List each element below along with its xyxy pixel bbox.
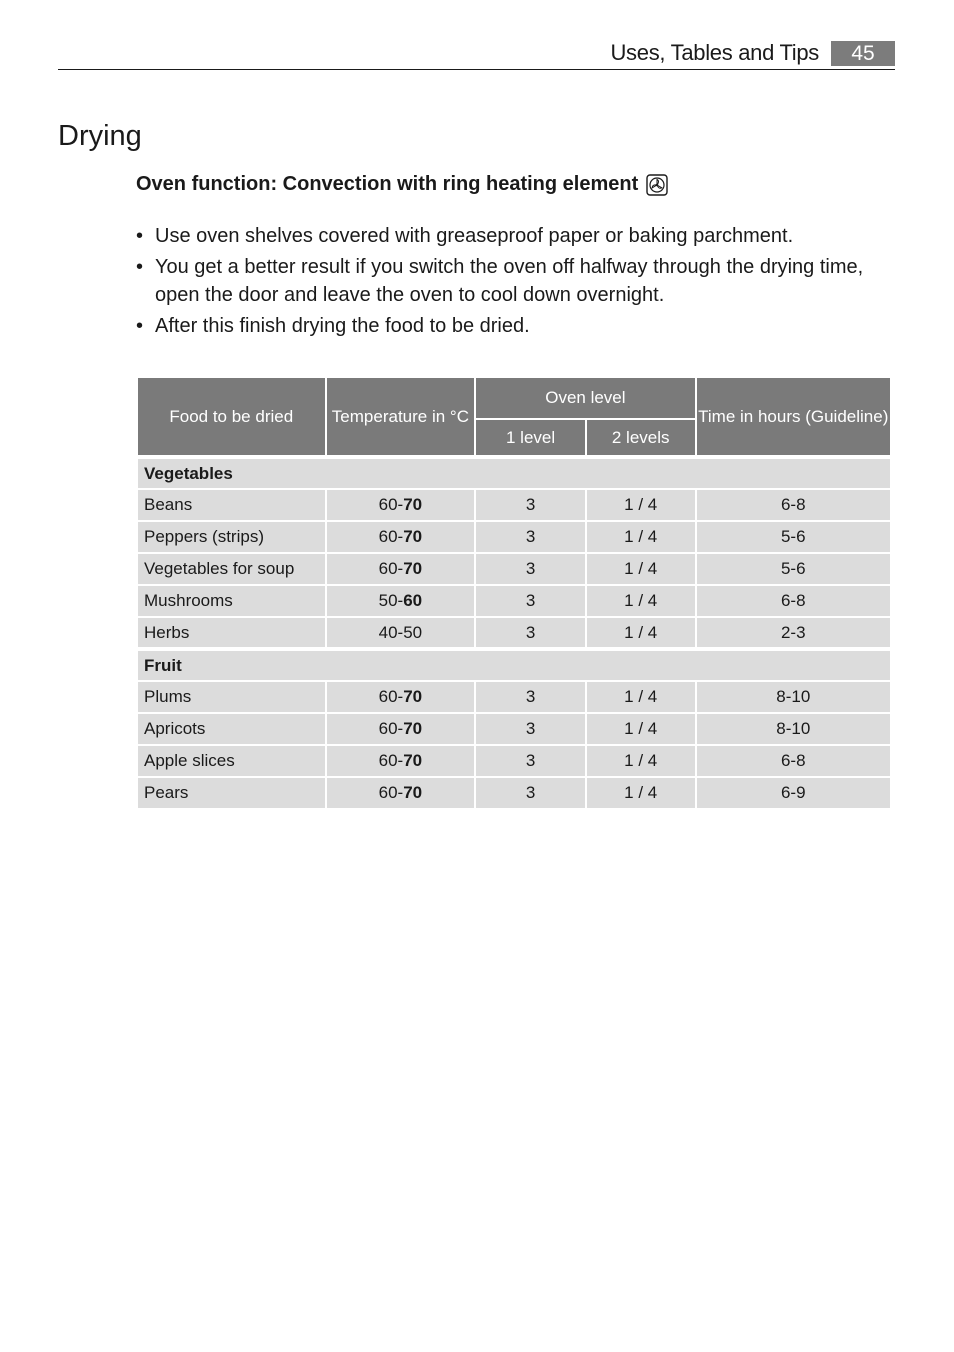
food-cell: Pears	[137, 777, 326, 809]
page-title: Drying	[58, 120, 142, 152]
col-header-time: Time in hours (Guideline)	[696, 377, 891, 457]
food-cell: Herbs	[137, 617, 326, 649]
temperature-cell: 60-70	[326, 553, 476, 585]
level-1-cell: 3	[475, 521, 586, 553]
group-row-vegetables	[137, 457, 891, 489]
food-cell: Plums	[137, 681, 326, 713]
level-2-cell: 1 / 4	[586, 489, 696, 521]
food-cell: Peppers (strips)	[137, 521, 326, 553]
temperature-cell: 60-70	[326, 713, 476, 745]
list-item: • After this finish drying the food to be dried.	[136, 312, 896, 340]
time-cell: 6-8	[696, 745, 891, 777]
level-1-cell: 3	[475, 745, 586, 777]
table-row	[137, 777, 891, 809]
header-section-title: Uses, Tables and Tips	[610, 40, 819, 65]
level-1-cell: 3	[475, 713, 586, 745]
level-2-cell: 1 / 4	[586, 617, 696, 649]
table-row	[137, 553, 891, 585]
table-row	[137, 489, 891, 521]
temperature-cell: 60-70	[326, 777, 476, 809]
level-1-cell: 3	[475, 489, 586, 521]
level-2-cell: 1 / 4	[586, 585, 696, 617]
group-label: Fruit	[137, 649, 891, 681]
group-label: Vegetables	[137, 457, 891, 489]
level-2-cell: 1 / 4	[586, 521, 696, 553]
list-item: • You get a better result if you switch the oven off halfway through the drying time, open the door and leave the oven to cool down overnight.	[136, 253, 896, 309]
time-cell: 6-8	[696, 585, 891, 617]
col-header-food: Food to be dried	[137, 377, 326, 457]
table-row	[137, 521, 891, 553]
temperature-cell: 50-60	[326, 585, 476, 617]
time-cell: 5-6	[696, 521, 891, 553]
col-header-oven-level: Oven level	[475, 377, 695, 419]
level-2-cell: 1 / 4	[586, 713, 696, 745]
level-1-cell: 3	[475, 681, 586, 713]
table-row	[137, 745, 891, 777]
level-1-cell: 3	[475, 617, 586, 649]
drying-table	[136, 376, 892, 810]
time-cell: 6-9	[696, 777, 891, 809]
time-cell: 8-10	[696, 681, 891, 713]
col-header-temperature: Temperature in °C	[326, 377, 476, 457]
temperature-cell: 60-70	[326, 681, 476, 713]
level-2-cell: 1 / 4	[586, 553, 696, 585]
temperature-cell: 60-70	[326, 521, 476, 553]
convection-ring-heating-icon	[646, 174, 668, 196]
food-cell: Vegetables for soup	[137, 553, 326, 585]
time-cell: 8-10	[696, 713, 891, 745]
level-1-cell: 3	[475, 585, 586, 617]
page-header	[58, 38, 895, 70]
group-row-fruit	[137, 649, 891, 681]
food-cell: Apricots	[137, 713, 326, 745]
table-row	[137, 585, 891, 617]
oven-function-label: Oven function: Convection with ring heating element	[136, 173, 639, 195]
food-cell: Beans	[137, 489, 326, 521]
table-row	[137, 713, 891, 745]
oven-function-heading	[136, 173, 668, 196]
time-cell: 5-6	[696, 553, 891, 585]
table-row	[137, 681, 891, 713]
instruction-list	[136, 222, 896, 343]
time-cell: 2-3	[696, 617, 891, 649]
level-1-cell: 3	[475, 553, 586, 585]
col-header-level-2: 2 levels	[586, 419, 696, 457]
time-cell: 6-8	[696, 489, 891, 521]
table-row	[137, 617, 891, 649]
level-2-cell: 1 / 4	[586, 777, 696, 809]
level-2-cell: 1 / 4	[586, 745, 696, 777]
list-item: • Use oven shelves covered with greaseproof paper or baking parchment.	[136, 222, 896, 250]
col-header-level-1: 1 level	[475, 419, 586, 457]
level-2-cell: 1 / 4	[586, 681, 696, 713]
temperature-cell: 60-70	[326, 489, 476, 521]
level-1-cell: 3	[475, 777, 586, 809]
food-cell: Apple slices	[137, 745, 326, 777]
page-number: 45	[831, 41, 895, 66]
food-cell: Mushrooms	[137, 585, 326, 617]
temperature-cell: 40-50	[326, 617, 476, 649]
temperature-cell: 60-70	[326, 745, 476, 777]
